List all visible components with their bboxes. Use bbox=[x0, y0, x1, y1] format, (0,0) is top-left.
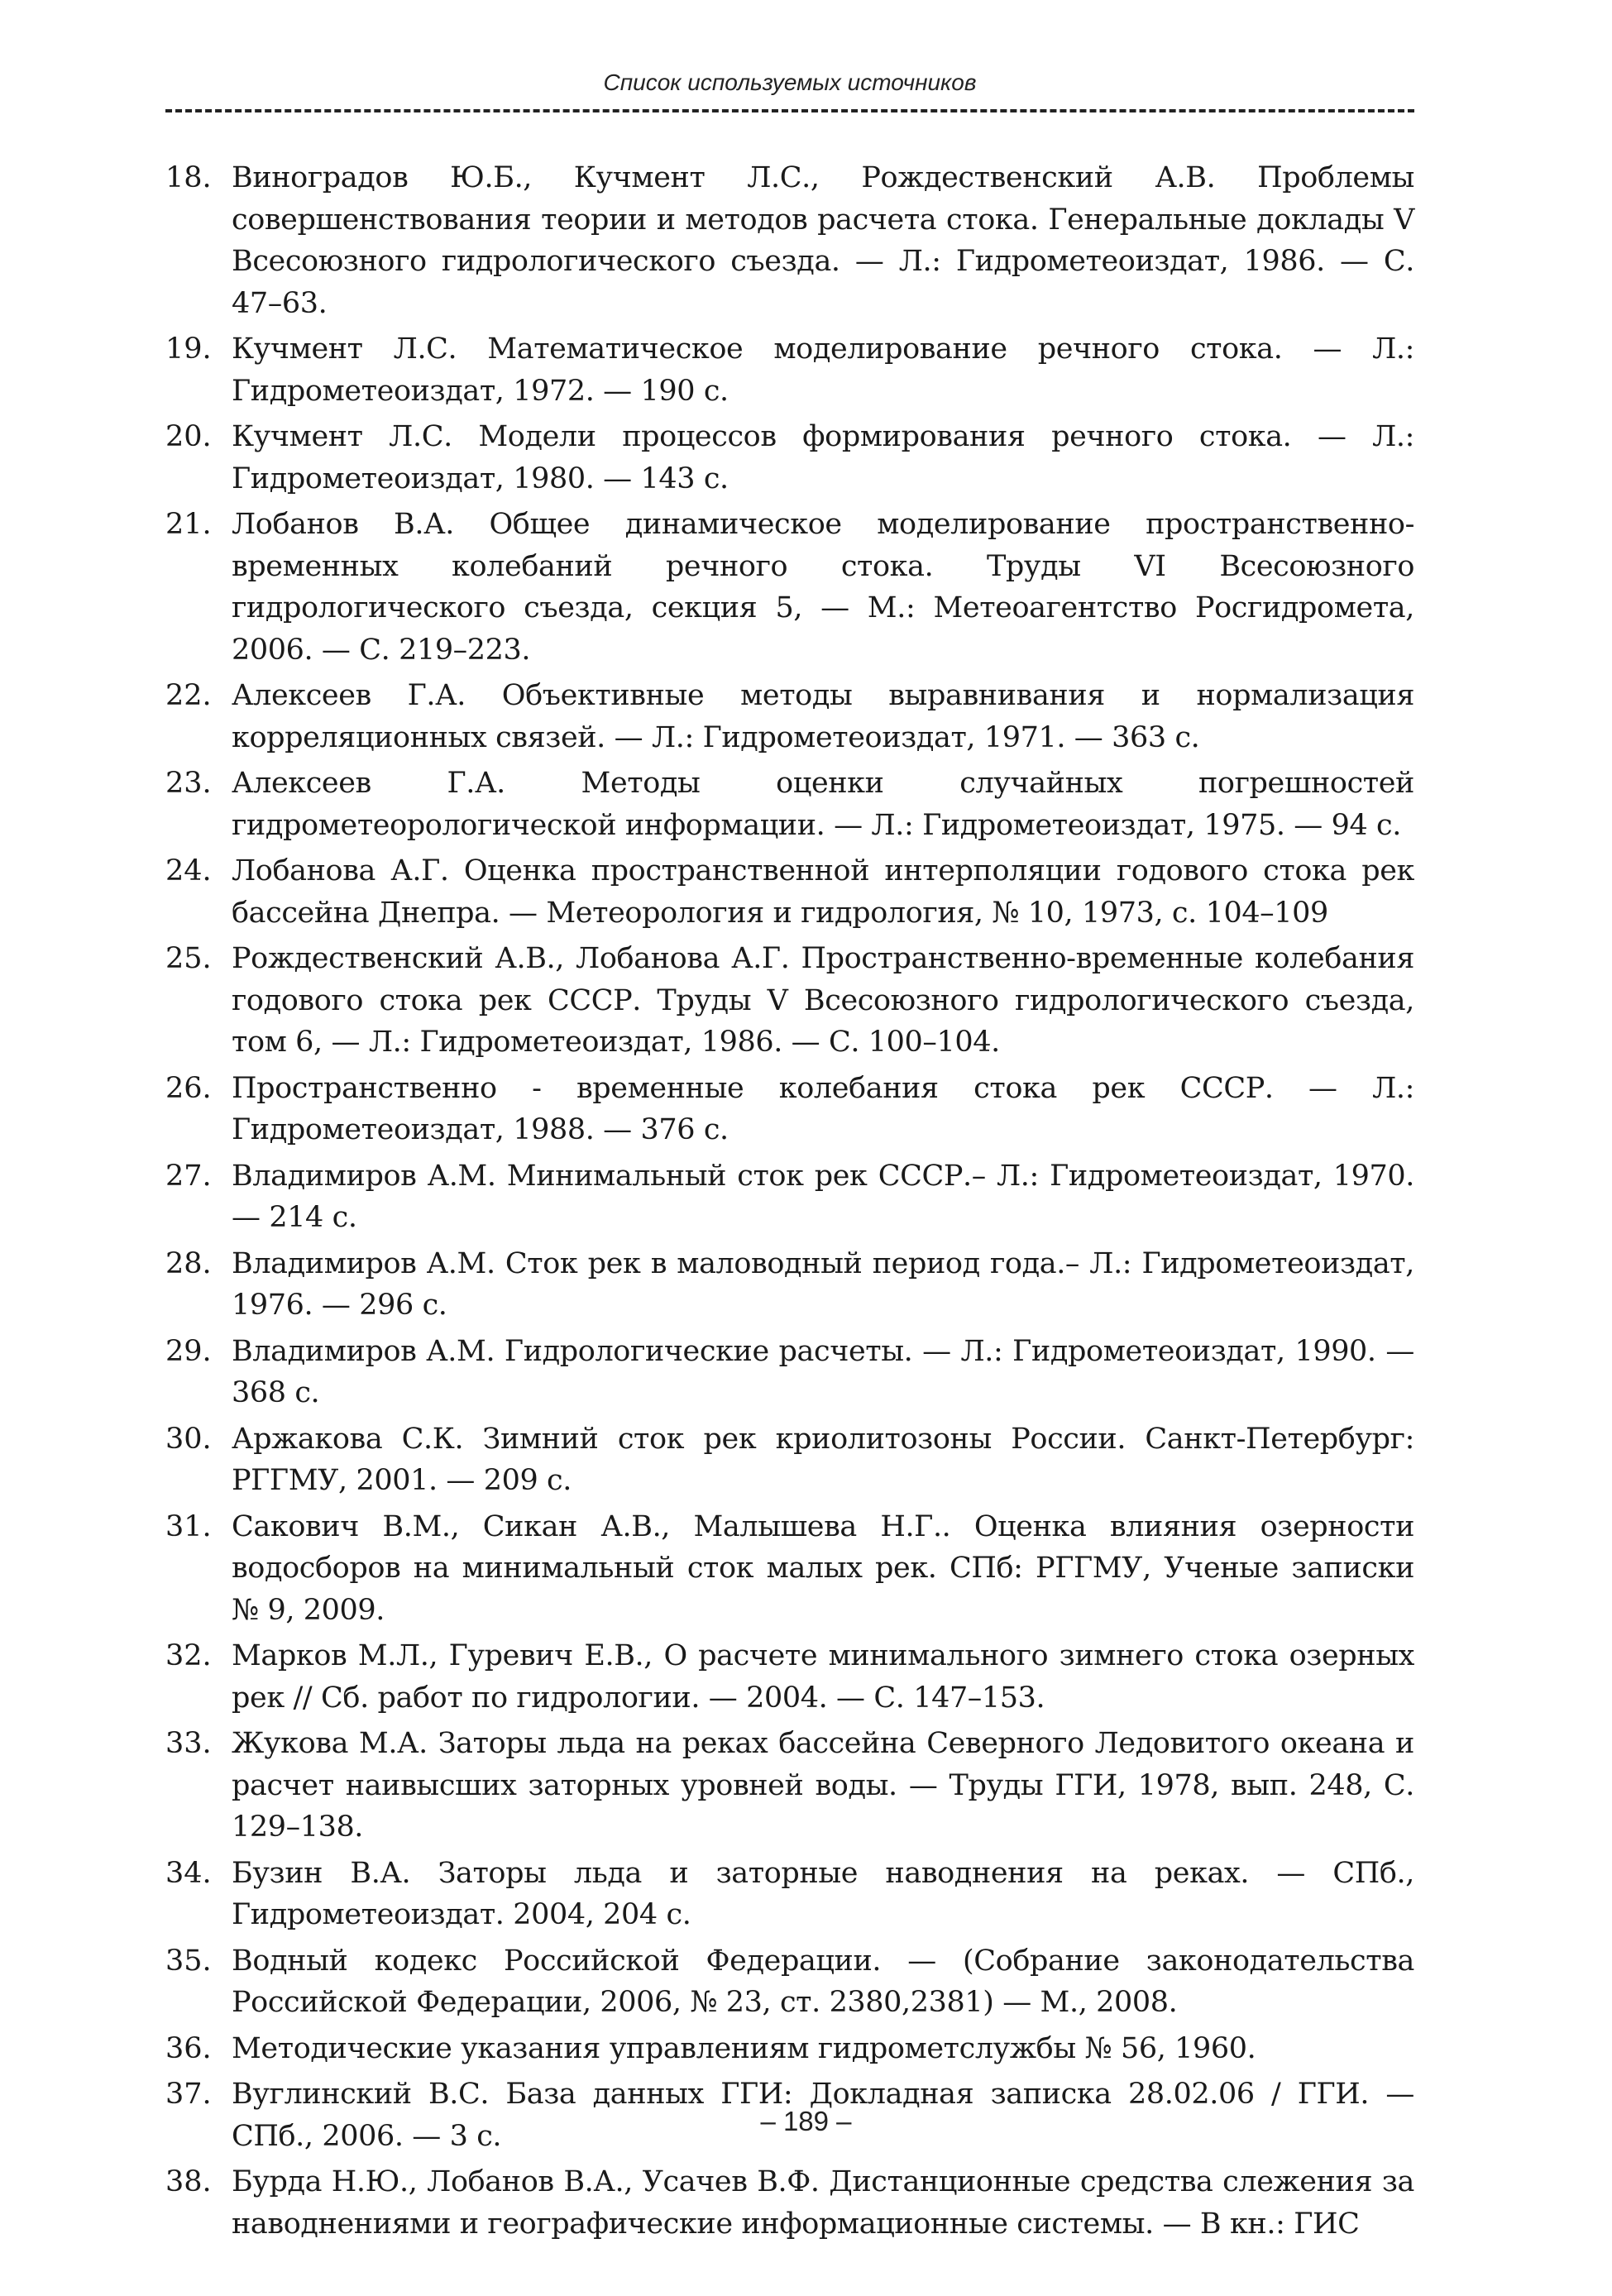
reference-number: 34. bbox=[165, 1856, 212, 1890]
reference-number: 33. bbox=[165, 1727, 212, 1760]
reference-text: Алексеев Г.А. Методы оценки случайных погрешностей гидрометеорологической информации. — Л.: Гидрометеоиздат, 1975. — 94 с. bbox=[232, 767, 1414, 842]
reference-number: 38. bbox=[165, 2165, 212, 2198]
reference-text: Лобанова А.Г. Оценка пространственной интерполяции годового стока рек бассейна Днепра. — Метеорология и гидрология, № 10, 1973, с. 104–109 bbox=[232, 854, 1414, 930]
running-header: Список используемых источников bbox=[603, 69, 977, 95]
reference-item bbox=[165, 1068, 1414, 1151]
reference-item bbox=[165, 1331, 1414, 1414]
reference-item bbox=[165, 1853, 1414, 1936]
page-number: – 189 – bbox=[760, 2106, 852, 2136]
reference-item bbox=[165, 1635, 1414, 1719]
reference-item bbox=[165, 2161, 1414, 2245]
reference-text: Лобанов В.А. Общее динамическое моделирование пространственно-временных колебаний речного стока. Труды VI Всесоюзного гидрологического съезда, секция 5, — М.: Метеоагентство Росгидромета, 2006. — С. 219–223. bbox=[232, 508, 1414, 667]
reference-number: 35. bbox=[165, 1944, 212, 1978]
reference-number: 18. bbox=[165, 161, 212, 194]
reference-text: Аржакова С.К. Зимний сток рек криолитозоны России. Санкт-Петербург: РГГМУ, 2001. — 209 с. bbox=[232, 1422, 1414, 1497]
reference-text: Методические указания управлениям гидрометслужбы № 56, 1960. bbox=[232, 2031, 1256, 2065]
reference-number: 37. bbox=[165, 2078, 212, 2111]
reference-number: 24. bbox=[165, 854, 212, 887]
reference-item bbox=[165, 157, 1414, 324]
reference-text: Кучмент Л.С. Математическое моделирование речного стока. — Л.: Гидрометеоиздат, 1972. — 190 с. bbox=[232, 332, 1414, 408]
reference-text: Бурда Н.Ю., Лобанов В.А., Усачев В.Ф. Дистанционные средства слежения за наводнениями и географические информационные системы. — В кн.: ГИС bbox=[232, 2165, 1414, 2241]
reference-text: Вуглинский В.С. База данных ГГИ: Докладная записка 28.02.06 / ГГИ. — СПб., 2006. — 3 с. bbox=[232, 2078, 1414, 2153]
reference-number: 23. bbox=[165, 767, 212, 800]
reference-item bbox=[165, 1940, 1414, 2024]
reference-list bbox=[165, 157, 1414, 2249]
reference-number: 30. bbox=[165, 1422, 212, 1456]
reference-number: 22. bbox=[165, 679, 212, 712]
reference-item bbox=[165, 675, 1414, 758]
reference-number: 26. bbox=[165, 1071, 212, 1105]
reference-number: 31. bbox=[165, 1509, 212, 1543]
reference-text: Виноградов Ю.Б., Кучмент Л.С., Рождественский А.В. Проблемы совершенствования теории и методов расчета стока. Генеральные доклады V Всесоюзного гидрологического съезда. — Л.: Гидрометеоиздат, 1986. — С. 47–63. bbox=[232, 161, 1414, 320]
reference-number: 28. bbox=[165, 1246, 212, 1280]
reference-item bbox=[165, 1723, 1414, 1849]
reference-text: Кучмент Л.С. Модели процессов формирования речного стока. — Л.: Гидрометеоиздат, 1980. — 143 с. bbox=[232, 420, 1414, 495]
reference-text: Жукова М.А. Заторы льда на реках бассейна Северного Ледовитого океана и расчет наивысших заторных уровней воды. — Труды ГГИ, 1978, вып. 248, С. 129–138. bbox=[232, 1727, 1414, 1844]
reference-text: Водный кодекс Российской Федерации. — (Собрание законодательства Российской Федерации, 2006, № 23, ст. 2380,2381) — М., 2008. bbox=[232, 1944, 1414, 2019]
reference-text: Бузин В.А. Заторы льда и заторные наводнения на реках. — СПб., Гидрометеоиздат. 2004, 204 с. bbox=[232, 1856, 1414, 1931]
reference-item bbox=[165, 1243, 1414, 1327]
reference-item bbox=[165, 1418, 1414, 1502]
reference-number: 29. bbox=[165, 1334, 212, 1368]
reference-number: 19. bbox=[165, 332, 212, 366]
reference-item bbox=[165, 763, 1414, 846]
reference-text: Рождественский А.В., Лобанова А.Г. Пространственно-временные колебания годового стока рек СССР. Труды V Всесоюзного гидрологического съезда, том 6, — Л.: Гидрометеоиздат, 1986. — С. 100–104. bbox=[232, 942, 1414, 1059]
reference-text: Владимиров А.М. Гидрологические расчеты. — Л.: Гидрометеоиздат, 1990. — 368 с. bbox=[232, 1334, 1414, 1409]
reference-number: 32. bbox=[165, 1639, 212, 1672]
reference-number: 21. bbox=[165, 508, 212, 541]
reference-text: Пространственно - временные колебания стока рек СССР. — Л.: Гидрометеоиздат, 1988. — 376 с. bbox=[232, 1071, 1414, 1146]
reference-item bbox=[165, 1506, 1414, 1632]
header-dashed-rule bbox=[165, 109, 1414, 112]
reference-item bbox=[165, 416, 1414, 500]
reference-text: Владимиров А.М. Сток рек в маловодный период года.– Л.: Гидрометеоиздат, 1976. — 296 с. bbox=[232, 1246, 1414, 1322]
reference-item bbox=[165, 328, 1414, 412]
reference-item bbox=[165, 504, 1414, 671]
reference-number: 20. bbox=[165, 420, 212, 453]
reference-text: Алексеев Г.А. Объективные методы выравнивания и нормализация корреляционных связей. — Л.: Гидрометеоиздат, 1971. — 363 с. bbox=[232, 679, 1414, 754]
reference-item bbox=[165, 850, 1414, 934]
reference-text: Сакович В.М., Сикан А.В., Малышева Н.Г.. Оценка влияния озерности водосборов на минимальный сток малых рек. СПб: РГГМУ, Ученые записки № 9, 2009. bbox=[232, 1509, 1414, 1627]
reference-item bbox=[165, 938, 1414, 1064]
reference-number: 36. bbox=[165, 2031, 212, 2065]
reference-item bbox=[165, 1155, 1414, 1239]
reference-text: Марков М.Л., Гуревич Е.В., О расчете минимального зимнего стока озерных рек // Сб. работ по гидрологии. — 2004. — С. 147–153. bbox=[232, 1639, 1414, 1715]
reference-text: Владимиров А.М. Минимальный сток рек СССР.– Л.: Гидрометеоиздат, 1970. — 214 с. bbox=[232, 1159, 1414, 1234]
reference-number: 27. bbox=[165, 1159, 212, 1193]
reference-item bbox=[165, 2028, 1414, 2070]
reference-number: 25. bbox=[165, 942, 212, 975]
